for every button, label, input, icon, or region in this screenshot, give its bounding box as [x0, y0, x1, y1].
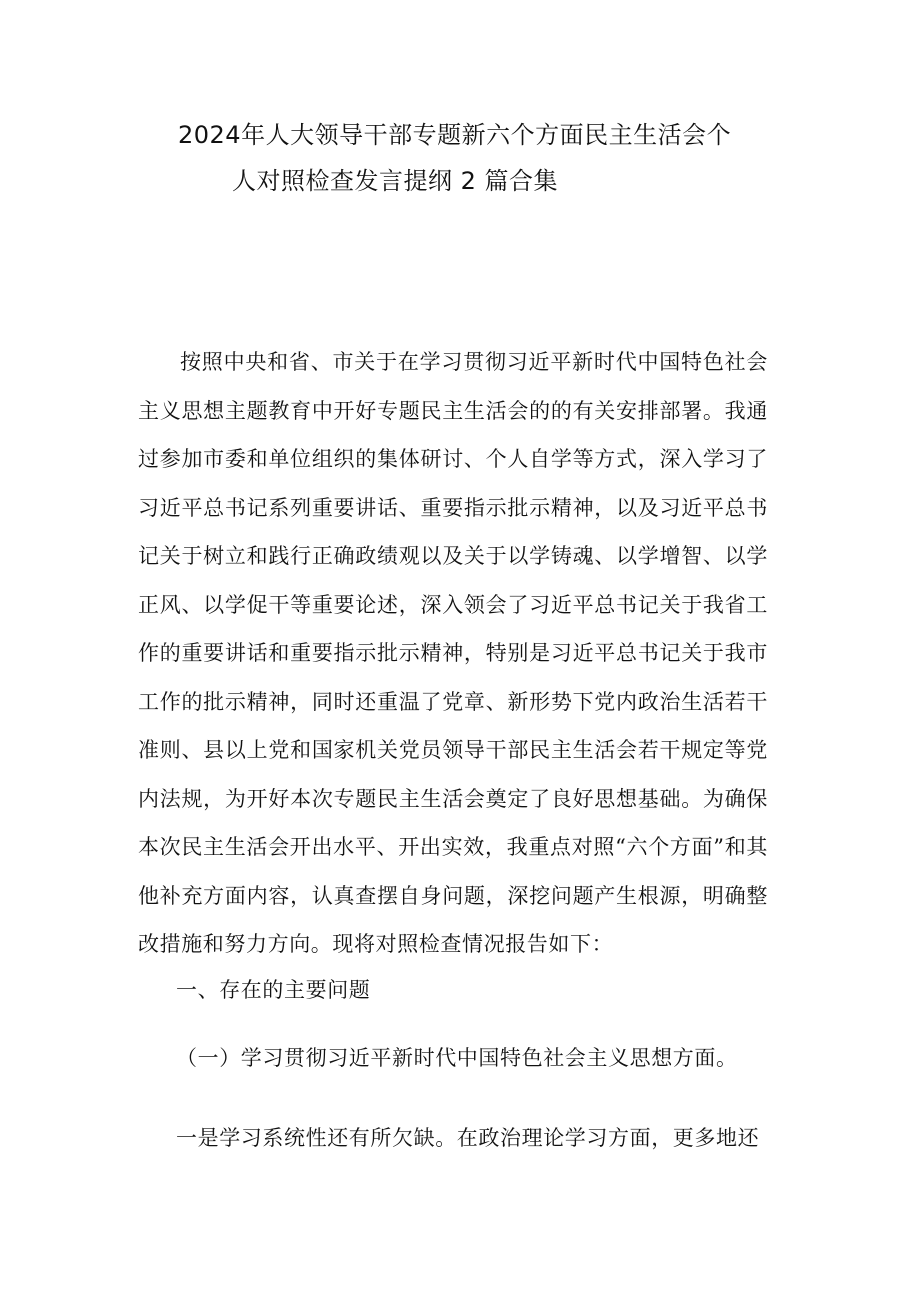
intro-paragraph: 按照中央和省、市关于在学习贯彻习近平新时代中国特色社会主义思想主题教育中开好专题民主生活会的的有关安排部署。我通过参加市委和单位组织的集体研讨、个人自学等方式，深入学习了习近平总书记系列重要讲话、重要指示批示精神，以及习近平总书记关于树立和践行正确政绩观以及关于以学铸魂、以学增智、以学正风、以学促干等重要论述，深入领会了习近平总书记关于我省工作的重要讲话和重要指示批示精神，特别是习近平总书记关于我市工作的批示精神，同时还重温了党章、新形势下党内政治生活若干准则、县以上党和国家机关党员领导干部民主生活会若干规定等党内法规，为开好本次专题民主生活会奠定了良好思想基础。为确保本次民主生活会开出水平、开出实效，我重点对照“六个方面”和其他补充方面内容，认真查摆自身问题，深挖问题产生根源，明确整改措施和努力方向。现将对照检查情况报告如下：: [138, 350, 768, 956]
body-paragraph: 一是学习系统性还有所欠缺。在政治理论学习方面，更多地还: [176, 1126, 760, 1150]
document-title-line-2: 人对照检查发言提纲 2 篇合集: [232, 167, 559, 195]
section-heading: 一、存在的主要问题: [176, 978, 371, 1002]
document-title-line-1: 2024年人大领导干部专题新六个方面民主生活会个: [178, 121, 732, 149]
subsection-heading: （一）学习贯彻习近平新时代中国特色社会主义思想方面。: [176, 1046, 738, 1070]
